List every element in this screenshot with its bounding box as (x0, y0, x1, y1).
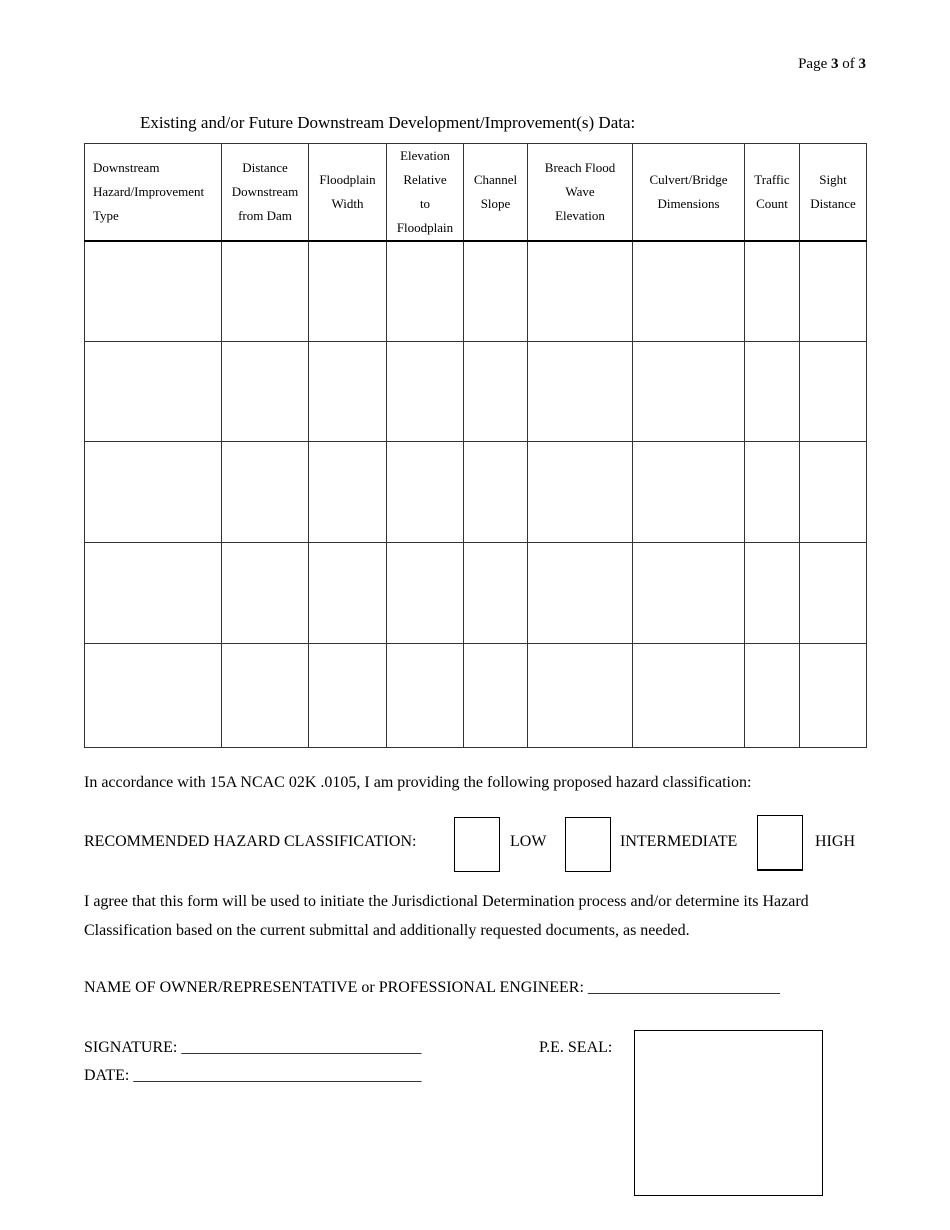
section-title: Existing and/or Future Downstream Development/Improvement(s) Data: (140, 113, 636, 132)
table-cell[interactable] (800, 342, 867, 442)
table-header-row (85, 144, 867, 242)
header-distance-downstream: Distance Downstream from Dam (222, 144, 309, 242)
owner-name-field[interactable]: NAME OF OWNER/REPRESENTATIVE or PROFESSIONAL ENGINEER: ________________________ (84, 979, 780, 996)
date-field[interactable]: DATE: ____________________________________ (84, 1067, 422, 1084)
header-channel-slope: Channel Slope (464, 144, 528, 242)
high-checkbox[interactable] (757, 815, 803, 871)
table-cell[interactable] (222, 342, 309, 442)
table-cell[interactable] (745, 543, 800, 644)
table-cell[interactable] (528, 644, 633, 748)
table-cell[interactable] (222, 644, 309, 748)
header-elevation-relative: Elevation Relative to Floodplain (387, 144, 464, 242)
header-culvert-bridge: Culvert/Bridge Dimensions (633, 144, 745, 242)
agreement-statement: I agree that this form will be used to initiate the Jurisdictional Determination process and/or determine its Hazard Classification based on the current submittal and additionally requested documents, as needed. (84, 893, 809, 939)
table-cell[interactable] (528, 543, 633, 644)
table-cell[interactable] (633, 644, 745, 748)
table-cell[interactable] (387, 342, 464, 442)
table-cell[interactable] (85, 543, 222, 644)
table-cell[interactable] (85, 342, 222, 442)
low-checkbox[interactable] (454, 817, 500, 872)
table-cell[interactable] (387, 543, 464, 644)
table-cell[interactable] (309, 241, 387, 342)
page-number (798, 56, 866, 73)
pe-seal-box[interactable] (634, 1030, 823, 1196)
table-cell[interactable] (222, 241, 309, 342)
table-cell[interactable] (633, 342, 745, 442)
table-cell[interactable] (528, 442, 633, 543)
accordance-statement: In accordance with 15A NCAC 02K .0105, I am providing the following proposed hazard classification: (84, 774, 752, 791)
table-cell[interactable] (309, 543, 387, 644)
table-cell[interactable] (222, 543, 309, 644)
table-cell[interactable] (800, 241, 867, 342)
hazard-classification-label: RECOMMENDED HAZARD CLASSIFICATION: (84, 833, 417, 850)
header-sight-distance: Sight Distance (800, 144, 867, 242)
table-row (85, 241, 867, 342)
header-hazard-type: Downstream Hazard/Improvement Type (85, 144, 222, 242)
table-cell[interactable] (633, 543, 745, 644)
table-cell[interactable] (800, 644, 867, 748)
hazard-classification-row (84, 815, 874, 873)
table-cell[interactable] (464, 442, 528, 543)
header-floodplain-width: Floodplain Width (309, 144, 387, 242)
header-traffic-count: Traffic Count (745, 144, 800, 242)
header-breach-flood-wave: Breach Flood Wave Elevation (528, 144, 633, 242)
signature-field[interactable]: SIGNATURE: ______________________________ (84, 1039, 422, 1056)
intermediate-checkbox[interactable] (565, 817, 611, 872)
table-row (85, 543, 867, 644)
table-cell[interactable] (633, 241, 745, 342)
table-cell[interactable] (464, 241, 528, 342)
table-cell[interactable] (85, 442, 222, 543)
page-of: of (842, 56, 855, 72)
page-total: 3 (858, 56, 866, 72)
downstream-data-table (84, 143, 867, 748)
table-cell[interactable] (528, 241, 633, 342)
table-cell[interactable] (464, 543, 528, 644)
low-label: LOW (510, 833, 547, 850)
table-cell[interactable] (387, 241, 464, 342)
table-cell[interactable] (745, 442, 800, 543)
page-current: 3 (831, 56, 839, 72)
table-cell[interactable] (387, 442, 464, 543)
intermediate-label: INTERMEDIATE (620, 833, 738, 850)
table-cell[interactable] (800, 543, 867, 644)
table-cell[interactable] (633, 442, 745, 543)
table-cell[interactable] (85, 241, 222, 342)
table-cell[interactable] (528, 342, 633, 442)
high-label: HIGH (815, 833, 855, 850)
table-cell[interactable] (387, 644, 464, 748)
table-cell[interactable] (464, 342, 528, 442)
table-cell[interactable] (745, 241, 800, 342)
table-cell[interactable] (222, 442, 309, 543)
table-row (85, 442, 867, 543)
table-cell[interactable] (309, 342, 387, 442)
pe-seal-label: P.E. SEAL: (539, 1039, 613, 1056)
table-row (85, 644, 867, 748)
table-row (85, 342, 867, 442)
table-cell[interactable] (85, 644, 222, 748)
table-cell[interactable] (745, 342, 800, 442)
table-cell[interactable] (800, 442, 867, 543)
table-cell[interactable] (464, 644, 528, 748)
page-label: Page (798, 56, 828, 72)
table-cell[interactable] (745, 644, 800, 748)
table-cell[interactable] (309, 644, 387, 748)
table-cell[interactable] (309, 442, 387, 543)
